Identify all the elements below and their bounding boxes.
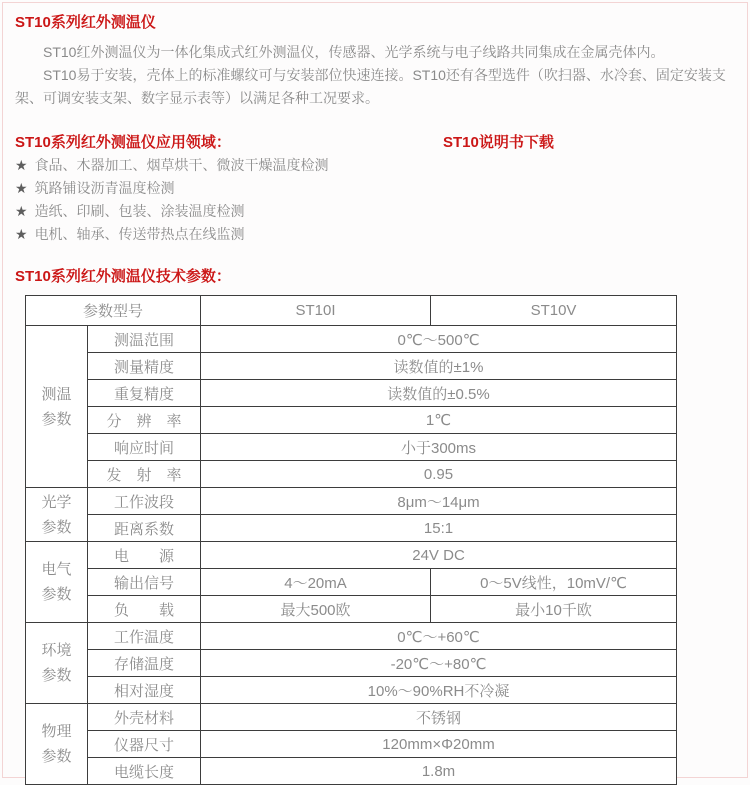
table-row — [26, 380, 677, 407]
param-value: 读数值的±1% — [201, 353, 677, 380]
application-item-label: 食品、木器加工、烟草烘干、微波干燥温度检测 — [34, 157, 329, 173]
param-value: 1℃ — [201, 407, 677, 434]
table-row — [26, 434, 677, 461]
param-value-st10i: 最大500欧 — [201, 596, 431, 623]
table-row — [26, 596, 677, 623]
param-value: 0.95 — [201, 461, 677, 488]
application-item-label: 电机、轴承、传送带热点在线监测 — [34, 226, 245, 242]
param-value-st10v: 0～5V线性，10mV/℃ — [431, 569, 677, 596]
star-icon: ★ — [15, 157, 28, 173]
param-label: 分 辨 率 — [88, 407, 201, 434]
table-row — [26, 623, 677, 650]
table-row — [26, 650, 677, 677]
specs-header-st10i: ST10I — [201, 296, 431, 326]
intro-section — [15, 41, 735, 110]
param-label: 工作波段 — [88, 488, 201, 515]
application-item-label: 筑路铺设沥青温度检测 — [34, 180, 175, 196]
param-label: 发 射 率 — [88, 461, 201, 488]
specs-table — [25, 295, 677, 785]
intro-paragraph: ST10易于安装，壳体上的标准螺纹可与安装部位快速连接。ST10还有各型选件（吹扫器、水冷套、固定安装支架、可调安装支架、数字显示表等）以满足各种工况要求。 — [15, 67, 726, 106]
param-label: 距离系数 — [88, 515, 201, 542]
param-value: 小于300ms — [201, 434, 677, 461]
param-label: 测温范围 — [88, 326, 201, 353]
group-cell-temperature-params: 测温参数 — [26, 326, 88, 488]
param-value-st10i: 4～20mA — [201, 569, 431, 596]
param-value: -20℃～+80℃ — [201, 650, 677, 677]
applications-heading: ST10系列红外测温仪应用领域： — [15, 134, 231, 151]
applications-header-row — [15, 131, 735, 151]
param-value: 0℃～500℃ — [201, 326, 677, 353]
table-row — [26, 515, 677, 542]
manual-download-link[interactable]: ST10说明书下载 — [443, 134, 554, 151]
application-item — [15, 200, 735, 223]
param-label: 响应时间 — [88, 434, 201, 461]
application-item — [15, 154, 735, 177]
param-value: 8μm～14μm — [201, 488, 677, 515]
param-label: 测量精度 — [88, 353, 201, 380]
param-value: 15:1 — [201, 515, 677, 542]
param-value: 120mm×Φ20mm — [201, 731, 677, 758]
param-label: 重复精度 — [88, 380, 201, 407]
group-cell-optical-params: 光学参数 — [26, 488, 88, 542]
param-label: 相对湿度 — [88, 677, 201, 704]
param-label: 外壳材料 — [88, 704, 201, 731]
param-label: 工作温度 — [88, 623, 201, 650]
param-label: 电缆长度 — [88, 758, 201, 785]
group-cell-electrical-params: 电气参数 — [26, 542, 88, 623]
group-cell-physical-params: 物理参数 — [26, 704, 88, 785]
star-icon: ★ — [15, 226, 28, 242]
table-row — [26, 353, 677, 380]
specs-header-st10v: ST10V — [431, 296, 677, 326]
page-title: ST10系列红外测温仪 — [15, 14, 156, 31]
param-value: 0℃～+60℃ — [201, 623, 677, 650]
application-item-label: 造纸、印刷、包装、涂装温度检测 — [34, 203, 245, 219]
table-row — [26, 407, 677, 434]
table-header-row — [26, 296, 677, 326]
table-row — [26, 677, 677, 704]
param-label: 负 载 — [88, 596, 201, 623]
param-value-st10v: 最小10千欧 — [431, 596, 677, 623]
specs-header-param-model: 参数型号 — [26, 296, 201, 326]
table-row — [26, 569, 677, 596]
star-icon: ★ — [15, 203, 28, 219]
param-value: 读数值的±0.5% — [201, 380, 677, 407]
application-item — [15, 223, 735, 246]
param-value: 10%～90%RH不冷凝 — [201, 677, 677, 704]
table-row — [26, 488, 677, 515]
table-row — [26, 758, 677, 785]
star-icon: ★ — [15, 180, 28, 196]
table-row — [26, 461, 677, 488]
application-item — [15, 177, 735, 200]
param-value: 1.8m — [201, 758, 677, 785]
specs-heading: ST10系列红外测温仪技术参数： — [15, 268, 231, 285]
product-page — [2, 2, 748, 781]
param-label: 电 源 — [88, 542, 201, 569]
param-value: 24V DC — [201, 542, 677, 569]
param-label: 输出信号 — [88, 569, 201, 596]
group-cell-environment-params: 环境参数 — [26, 623, 88, 704]
param-label: 存储温度 — [88, 650, 201, 677]
intro-paragraph: ST10红外测温仪为一体化集成式红外测温仪，传感器、光学系统与电子线路共同集成在金属壳体内。 — [43, 44, 665, 60]
table-row — [26, 704, 677, 731]
param-value: 不锈钢 — [201, 704, 677, 731]
applications-list — [15, 154, 735, 246]
table-row — [26, 326, 677, 353]
param-label: 仪器尺寸 — [88, 731, 201, 758]
table-row — [26, 731, 677, 758]
table-row — [26, 542, 677, 569]
